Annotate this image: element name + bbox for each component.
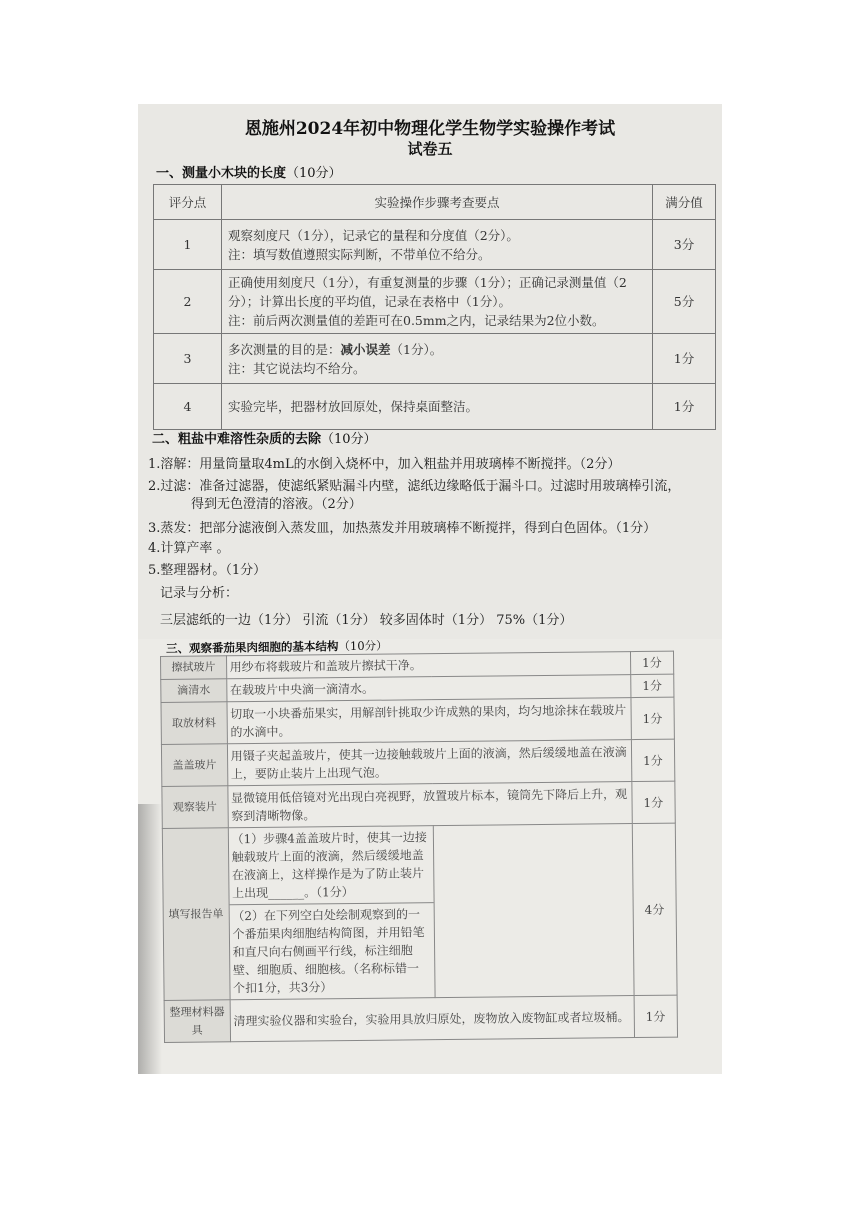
scoring-table bbox=[153, 184, 716, 430]
step-score: 1分 bbox=[631, 739, 675, 781]
procedure-line: 得到无色澄清的溶液。（2分） bbox=[191, 497, 362, 512]
row-note: 注：填写数值遵照实际判断，不带单位不给分。 bbox=[228, 246, 491, 262]
step-text: 在载玻片中央滴一滴清水。 bbox=[226, 675, 630, 702]
table-header-row bbox=[154, 185, 716, 220]
column-header: 评分点 bbox=[154, 185, 222, 220]
step-label: 整理材料器具 bbox=[164, 1000, 230, 1043]
analysis-answers: 三层滤纸的一边（1分） 引流（1分） 较多固体时（1分） 75%（1分） bbox=[160, 613, 573, 628]
table-row bbox=[161, 739, 674, 786]
table-row bbox=[161, 697, 674, 744]
row-text: 观察刻度尺（1分），记录它的量程和分度值（2分）。 注：填写数值遵照实际判断，不带单位不给分。 bbox=[222, 220, 653, 270]
step-label: 取放材料 bbox=[161, 702, 227, 745]
report-questions bbox=[228, 826, 435, 1000]
step-score: 1分 bbox=[634, 995, 678, 1037]
step-label: 滴清水 bbox=[161, 679, 227, 703]
table-row bbox=[162, 823, 677, 1000]
step-text: 清理实验仪器和实验台，实验用具放归原处，废物放入废物缸或者垃圾桶。 bbox=[230, 996, 634, 1042]
table-row bbox=[154, 270, 716, 334]
step-text: 显微镜用低倍镜对光出现白亮视野，放置玻片标本，镜筒先下降后上升，观察到清晰物像。 bbox=[227, 782, 631, 828]
row-note: 注：前后两次测量值的差距可在0.5mm之内，记录结果为2位小数。 bbox=[228, 313, 605, 328]
step-score: 1分 bbox=[630, 651, 674, 674]
question-2: （2）在下列空白处绘制观察到的一个番茄果肉细胞结构简图，并用铅笔和直尺向右侧画平行线，标注细胞壁、细胞质、细胞核。（名称标错一个扣1分，共3分） bbox=[229, 902, 434, 997]
drawing-area bbox=[433, 824, 634, 998]
step-text: 用纱布将载玻片和盖玻片擦拭干净。 bbox=[226, 652, 630, 679]
step-text: 切取一小块番茄果实，用解剖针挑取少许成熟的果肉，均匀地涂抹在载玻片的水滴中。 bbox=[227, 698, 631, 744]
row-score: 3分 bbox=[653, 220, 716, 270]
tomato-cell-table bbox=[160, 651, 678, 1043]
row-number: 1 bbox=[154, 220, 222, 270]
emphasis-text: 减小误差 bbox=[340, 341, 391, 357]
row-score: 5分 bbox=[653, 270, 716, 334]
row-text: 多次测量的目的是：减小误差（1分）。 注：其它说法均不给分。 bbox=[222, 334, 653, 384]
column-header: 实验操作步骤考查要点 bbox=[222, 185, 653, 220]
section2-heading: 二、粗盐中难溶性杂质的去除（10分） bbox=[152, 432, 377, 447]
step-score: 1分 bbox=[630, 674, 674, 697]
row-number: 4 bbox=[154, 384, 222, 430]
procedure-line: 1.溶解：用量筒量取4mL的水倒入烧杯中，加入粗盐并用玻璃棒不断搅拌。（2分） bbox=[148, 457, 621, 472]
section1-heading: 一、测量小木块的长度（10分） bbox=[156, 166, 342, 181]
procedure-line: 3.蒸发：把部分滤液倒入蒸发皿，加热蒸发并用玻璃棒不断搅拌，得到白色固体。（1分） bbox=[148, 521, 657, 536]
table-row bbox=[164, 995, 677, 1042]
table-row bbox=[162, 781, 675, 828]
page-shadow bbox=[138, 804, 162, 1074]
column-header: 满分值 bbox=[653, 185, 716, 220]
step-score: 1分 bbox=[631, 781, 675, 823]
table-row bbox=[154, 334, 716, 384]
question-1: （1）步骤4盖盖玻片时，使其一边接触载玻片上面的液滴，然后缓缓地盖在液滴上，这样操作是为了防止装片上出现______。（1分） bbox=[231, 830, 427, 901]
exam-paper-photo bbox=[138, 104, 722, 1074]
procedure-line: 5.整理器材。（1分） bbox=[148, 563, 267, 578]
step-label: 填写报告单 bbox=[162, 828, 229, 1001]
procedure-line: 4.计算产率 。 bbox=[148, 541, 230, 556]
row-note: 注：其它说法均不给分。 bbox=[228, 360, 366, 376]
table-row bbox=[154, 384, 716, 430]
row-text: 正确使用刻度尺（1分），有重复测量的步骤（1分）；正确记录测量值（2分）；计算出长度的平均值，记录在表格中（1分）。 注：前后两次测量值的差距可在0.5mm之内，记录结果为2位小数。 bbox=[222, 270, 653, 334]
exam-subtitle: 试卷五 bbox=[407, 140, 453, 158]
step-text: 用镊子夹起盖玻片，使其一边接触载玻片上面的液滴，然后缓缓地盖在液滴上，要防止装片上出现气泡。 bbox=[227, 740, 631, 786]
step-score: 4分 bbox=[632, 823, 677, 995]
step-label: 盖盖玻片 bbox=[161, 744, 227, 787]
row-number: 3 bbox=[154, 334, 222, 384]
step-score: 1分 bbox=[631, 697, 675, 739]
section3-heading: 三、观察番茄果肉细胞的基本结构（10分） bbox=[165, 638, 388, 656]
row-score: 1分 bbox=[653, 334, 716, 384]
analysis-label: 记录与分析： bbox=[160, 586, 239, 601]
row-score: 1分 bbox=[653, 384, 716, 430]
row-number: 2 bbox=[154, 270, 222, 334]
procedure-line: 2.过滤：准备过滤器，使滤纸紧贴漏斗内壁，滤纸边缘略低于漏斗口。过滤时用玻璃棒引流， bbox=[148, 479, 681, 494]
table-row bbox=[154, 220, 716, 270]
step-label: 擦拭玻片 bbox=[161, 656, 227, 680]
exam-title: 恩施州2024年初中物理化学生物学实验操作考试 bbox=[244, 119, 616, 139]
step-label: 观察装片 bbox=[162, 786, 228, 829]
row-text: 实验完毕，把器材放回原处，保持桌面整洁。 bbox=[222, 384, 653, 430]
